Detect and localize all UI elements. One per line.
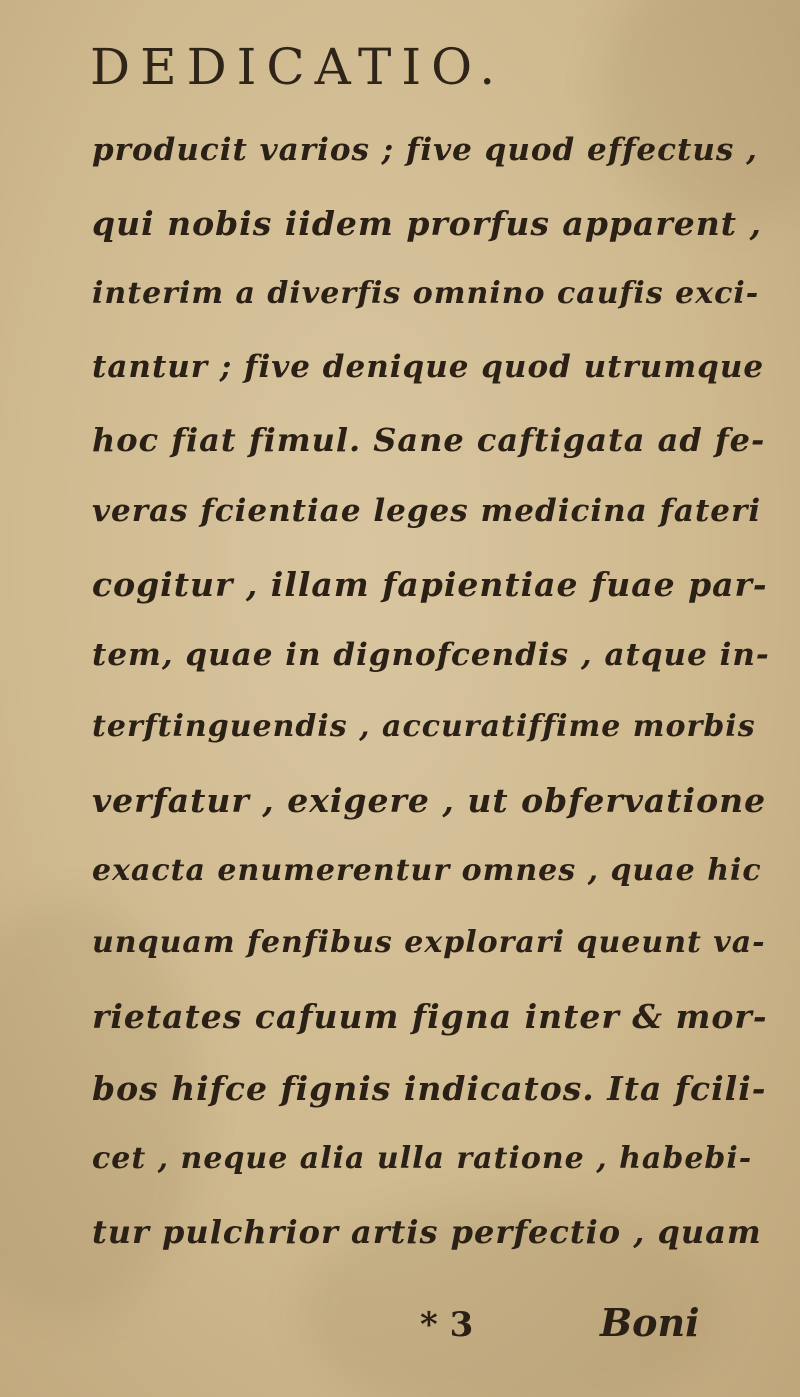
text-line: bos hifce fignis indicatos. Ita fcili- xyxy=(92,1069,767,1108)
text-line: rietates cafuum figna inter & mor- xyxy=(92,997,768,1036)
catchword: Boni xyxy=(600,1300,700,1345)
text-line: tantur ; five denique quod utrumque xyxy=(92,349,765,385)
signature-mark: * 3 xyxy=(420,1305,474,1345)
text-line: interim a diverfis omnino caufis exci- xyxy=(92,276,760,311)
text-line: hoc fiat fimul. Sane caftigata ad fe- xyxy=(92,421,766,459)
text-line: terftinguendis , accuratiffime morbis xyxy=(92,709,756,744)
page-heading: DEDICATIO. xyxy=(90,38,506,96)
text-line: verfatur , exigere , ut obfervatione xyxy=(92,781,767,820)
page-stain xyxy=(0,900,200,1320)
text-line: cet , neque alia ulla ratione , habebi- xyxy=(92,1141,753,1176)
text-line: qui nobis iidem prorfus apparent , xyxy=(92,204,762,243)
text-line: tur pulchrior artis perfectio , quam xyxy=(92,1213,762,1251)
text-line: unquam fenfibus explorari queunt va- xyxy=(92,925,766,960)
text-line: producit varios ; five quod effectus , xyxy=(92,132,758,168)
page-stain xyxy=(600,0,800,220)
text-line: cogitur , illam fapientiae fuae par- xyxy=(92,565,768,604)
text-line: exacta enumerentur omnes , quae hic xyxy=(92,853,762,888)
text-line: tem, quae in dignofcendis , atque in- xyxy=(92,637,770,673)
text-line: veras fcientiae leges medicina fateri xyxy=(92,493,762,529)
